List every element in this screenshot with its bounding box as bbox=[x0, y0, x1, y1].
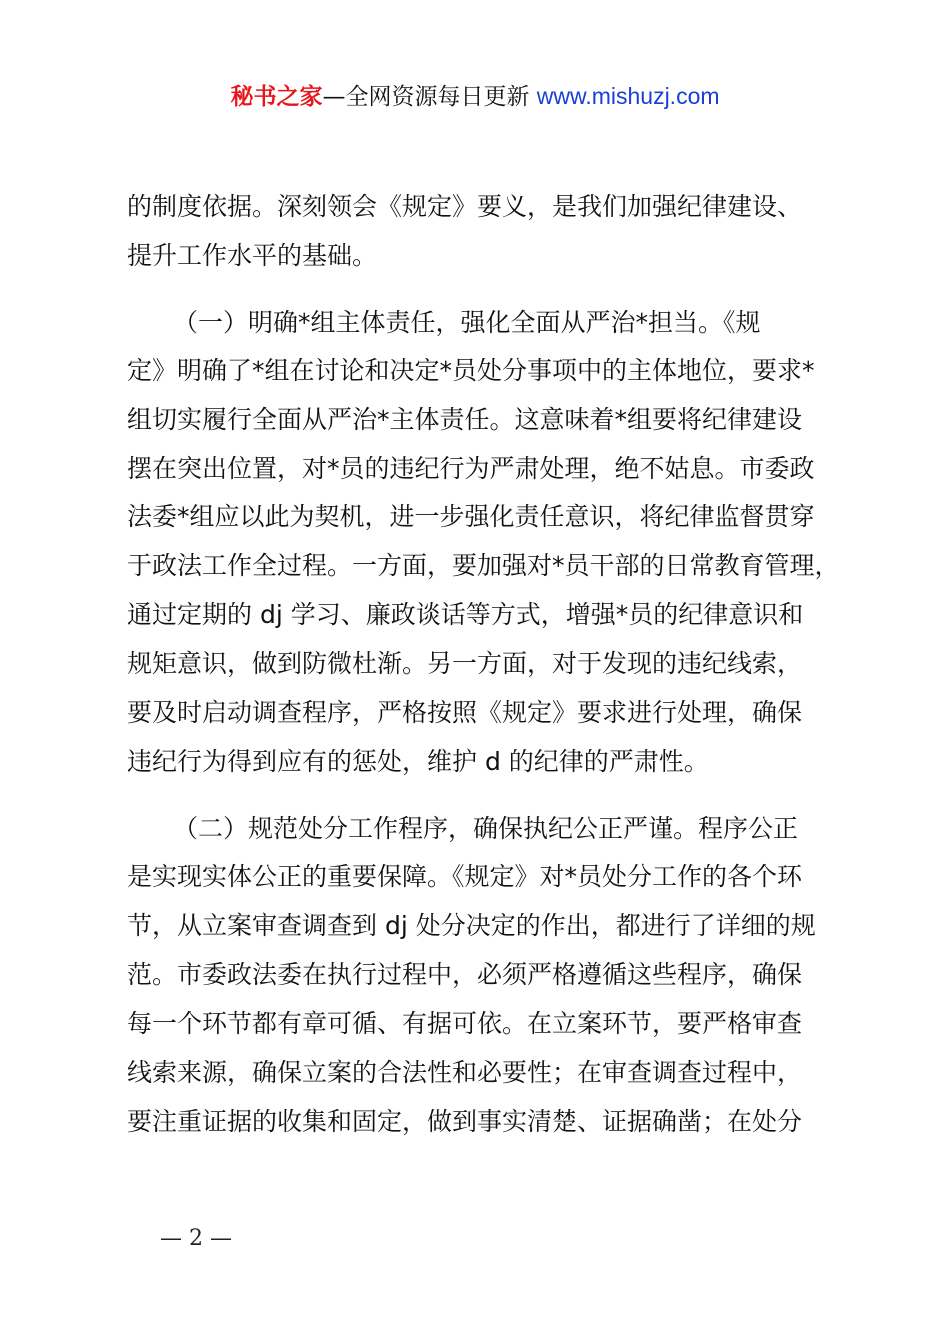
site-banner bbox=[0, 80, 950, 113]
brand-name: 秘书之家 bbox=[230, 84, 323, 110]
page-number: — 2 — bbox=[160, 1226, 232, 1251]
site-url-link[interactable]: www.mishuzj.com bbox=[536, 83, 720, 109]
banner-tagline: —全网资源每日更新 bbox=[322, 84, 537, 110]
